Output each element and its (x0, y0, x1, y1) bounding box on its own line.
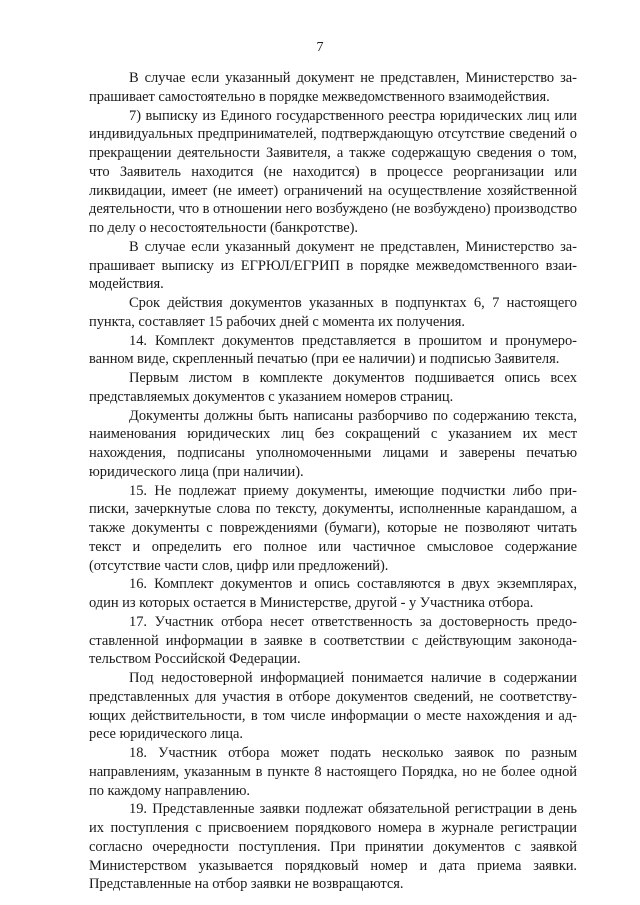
paragraph-item-7-registry-extract: 7) выписку из Единого государственного реестра юридических лиц или индивидуальных предпринимателей, подтверждающую отсутствие сведений о прекращении деятельности Заявителя, а также содержащую сведения о том, что Заявитель находится (не находится) в процессе реорганизации или ликвидации, имеет (не имеет) ограничений на осуществление хозяйственной деятельности, что в отношении него возбуждено (не возбуждено) производство по делу о несостоятельности (банкротстве). (89, 107, 578, 236)
paragraph-item-19-registration: 19. Представленные заявки подлежат обязательной регистрации в день их поступления с присвоением порядкового номера в журнале регистрации согласно очередности поступления. При принятии документов с заявкой Министерством указывается порядковый номер и дата приема заявки. Представленные на отбор заявки не возвращаются. (89, 801, 577, 893)
paragraph-egrul-request: В случае если указанный документ не представлен, Министерство запрашивает выписку из ЕГРЮЛ/ЕГРИП в порядке межведомственного взаимодействия. (89, 238, 577, 293)
document-body (89, 69, 577, 894)
paragraph-missing-document-request: В случае если указанный документ не представлен, Министерство запрашивает самостоятельно в порядке межведомственного взаимодействия. (89, 70, 577, 105)
paragraph-inventory-sheet: Первым листом в комплекте документов подшивается опись всех представляемых документов с указанием номеров страниц. (89, 370, 577, 405)
paragraph-item-18-multiple-applications: 18. Участник отбора может подать несколько заявок по разным направлениям, указанным в пункте 8 настоящего Порядка, но не более одной по каждому направлению. (89, 745, 577, 799)
paragraph-item-14-document-set: 14. Комплект документов представляется в прошитом и пронумерованном виде, скрепленный печатью (при ее наличии) и подписью Заявителя. (89, 332, 577, 368)
paragraph-validity-period: Срок действия документов указанных в подпунктах 6, 7 настоящего пункта, составляет 15 рабочих дней с момента их получения. (89, 295, 577, 330)
paragraph-legibility-requirements: Документы должны быть написаны разборчиво по содержанию текста, наименования юридических лиц без сокращений с указанием их мест нахождения, подписаны уполномоченными лицами и заверены печатью юридического лица (при наличии). (89, 407, 577, 480)
page-number: 7 (316, 40, 324, 55)
paragraph-false-information-definition: Под недостоверной информацией понимается наличие в содержании представленных для участия в отборе документов сведений, не соответствующих действительности, в том числе информации о месте нахождения и адресе юридического лица. (89, 670, 577, 743)
paragraph-item-16-two-copies: 16. Комплект документов и опись составляются в двух экземплярах, один из которых остается в Министерстве, другой - у Участника отбора. (89, 576, 577, 611)
paragraph-item-15-rejected-documents: 15. Не подлежат приему документы, имеющие подчистки либо приписки, зачеркнутые слова по тексту, документы, исполненные карандашом, а также документы с повреждениями (бумаги), которые не позволяют читать текст и определить его полное или частичное смысловое содержание (отсутствие части слов, цифр или предложений). (89, 482, 577, 574)
paragraph-item-17-responsibility: 17. Участник отбора несет ответственность за достоверность предоставленной информации в заявке в соответствии с действующим законодательством Российской Федерации. (89, 613, 577, 668)
